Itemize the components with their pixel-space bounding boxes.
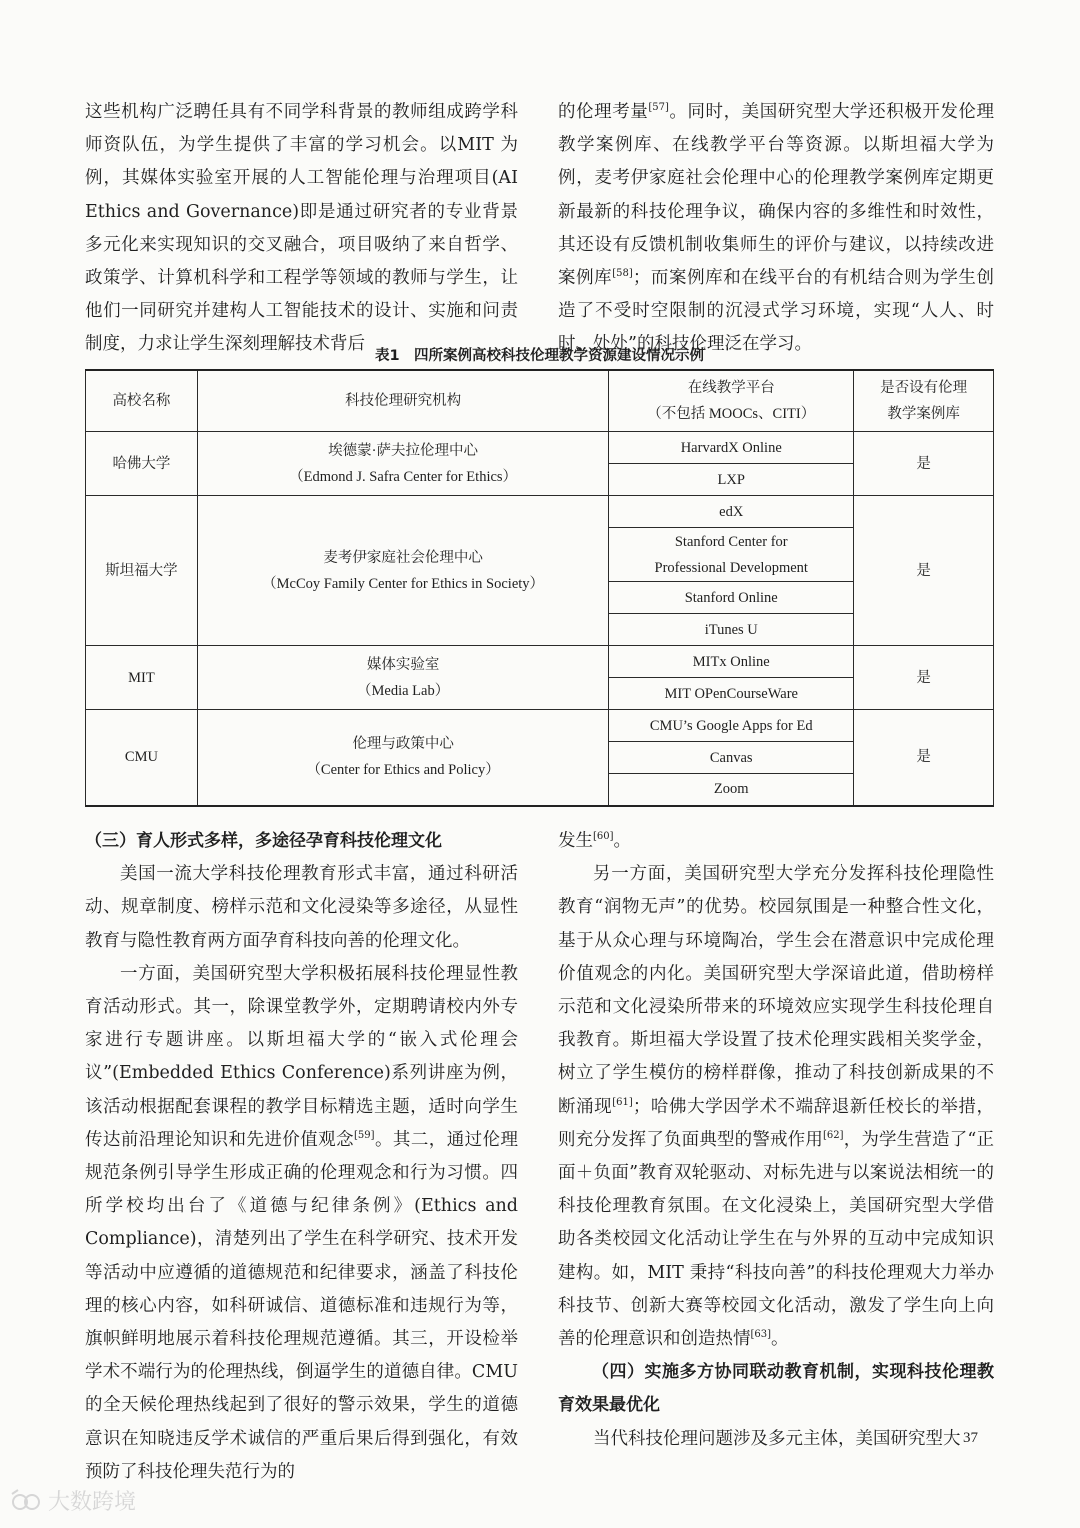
cell-platform: Stanford Center for Professional Development: [609, 528, 854, 582]
hidden-education-paragraph: 另一方面，美国研究型大学充分发挥科技伦理隐性教育“润物无声”的优势。校园氛围是一种整合性文化，基于从众心理与环境陶冶，学生会在潜意识中完成伦理价值观念的内化。美国研究型大学深谙此道，借助榜样示范和文化浸染所带来的环境效应实现学生科技伦理自我教育。斯坦福大学设置了技术伦理实践相关奖学金，树立了学生模仿的榜样群像，推动了科技创新成果的不断涌现[61]；哈佛大学因学术不端辞退新任校长的举措，则充分发挥了负面典型的警戒作用[62]，为学生营造了“正面＋负面”教育双轮驱动、对标先进与以案说法相统一的科技伦理教育氛围。在文化浸染上，美国研究型大学借助各类校园文化活动让学生在与外界的互动中完成知识建构。如，MIT 秉持“科技向善”的科技伦理观大力举办科技节、创新大赛等校园文化活动，激发了学生向上向善的伦理意识和创造热情[63]。: [558, 864, 995, 1350]
cell-casebase: 是: [854, 710, 994, 806]
citation-59: [59]: [354, 1130, 375, 1141]
citation-57: [57]: [648, 102, 669, 114]
cell-institution: 麦考伊家庭社会伦理中心 （McCoy Family Center for Ethics in Society）: [197, 496, 608, 646]
resource-table: [85, 369, 994, 807]
cell-platform: HarvardX Online: [609, 432, 854, 464]
header-university: 高校名称: [86, 370, 198, 432]
citation-60: [60]: [593, 831, 614, 843]
cell-platform: Zoom: [609, 774, 854, 806]
cell-platform: edX: [609, 496, 854, 528]
section-3-heading: （三）育人形式多样，多途径孕育科技伦理文化: [85, 831, 442, 851]
cell-casebase: 是: [854, 496, 994, 646]
citation-62: [62]: [823, 1130, 844, 1141]
cell-platform: MITx Online: [609, 646, 854, 678]
cell-university: 哈佛大学: [86, 432, 198, 496]
cell-casebase: 是: [854, 646, 994, 710]
table-row: [86, 432, 994, 464]
table-row: [86, 496, 994, 528]
header-institution: 科技伦理研究机构: [197, 370, 608, 432]
cell-university: MIT: [86, 646, 198, 710]
section-3-paragraph-1: 美国一流大学科技伦理教育形式丰富，通过科研活动、规章制度、榜样示范和文化浸染等多途径，从显性教育与隐性教育两方面孕育科技向善的伦理文化。: [85, 864, 518, 951]
citation-61: [61]: [612, 1096, 633, 1108]
watermark-logo-icon: [10, 1488, 44, 1514]
bottom-right-column: [558, 825, 994, 1456]
top-right-column: [558, 96, 994, 362]
top-right-paragraph: 的伦理考量[57]。同时，美国研究型大学还积极开发伦理教学案例库、在线教学平台等资源。以斯坦福大学为例，麦考伊家庭社会伦理中心的伦理教学案例库定期更新最新的科技伦理争议，确保内容的多维性和时效性，其还设有反馈机制收集师生的评价与建议，以持续改进案例库[58]；而案例库和在线平台的有机结合则为学生创造了不受时空限制的沉浸式学习环境，实现“人人、时时、处处”的科技伦理泛在学习。: [558, 102, 995, 355]
table-caption: 表1 四所案例高校科技伦理教学资源建设情况示例: [374, 348, 705, 364]
cell-casebase: 是: [854, 432, 994, 496]
section-4-heading: （四）实施多方协同联动教育机制，实现科技伦理教育效果最优化: [558, 1362, 994, 1416]
cell-platform: Canvas: [609, 742, 854, 774]
cell-platform: Stanford Online: [609, 582, 854, 614]
page-number: 37: [963, 1430, 978, 1446]
cell-university: 斯坦福大学: [86, 496, 198, 646]
table-row: [86, 646, 994, 678]
top-left-paragraph: 这些机构广泛聘任具有不同学科背景的教师组成跨学科师资队伍，为学生提供了丰富的学习机会。以MIT 为例，其媒体实验室开展的人工智能伦理与治理项目(AI Ethics and Governance)即是通过研究者的专业背景多元化来实现知识的交叉融合，项目吸纳了来自哲学、政策学、计算机科学和工程学等领域的教师与学生，让他们一同研究并建构人工智能技术的设计、实施和问责制度，力求让学生深刻理解技术背后: [85, 102, 518, 355]
cell-institution: 媒体实验室 （Media Lab）: [197, 646, 608, 710]
citation-58: [58]: [612, 268, 633, 280]
watermark-text: 大数跨境: [48, 1490, 137, 1515]
cell-platform: MIT OPenCourseWare: [609, 678, 854, 710]
bottom-left-column: [85, 825, 518, 1489]
cell-platform: CMU’s Google Apps for Ed: [609, 710, 854, 742]
citation-63: [63]: [750, 1329, 772, 1341]
cell-university: CMU: [86, 710, 198, 806]
cell-institution: 埃德蒙·萨夫拉伦理中心 （Edmond J. Safra Center for Ethics）: [197, 432, 608, 496]
section-4-first-line: 当代科技伦理问题涉及多元主体，美国研究型大: [593, 1428, 961, 1449]
watermark: [10, 1485, 136, 1516]
header-platform: 在线教学平台 （不包括 MOOCs、CITI）: [609, 370, 854, 432]
top-left-column: [85, 96, 518, 362]
section-3-paragraph-2: 一方面，美国研究型大学积极拓展科技伦理显性教育活动形式。其一，除课堂教学外，定期聘请校内外专家进行专题讲座。以斯坦福大学的“嵌入式伦理会议”(Embedded Ethics Conference)系列讲座为例，该活动根据配套课程的教学目标精选主题，适时向学生传达前沿理论知识和先进价值观念[59]。其二，通过伦理规范条例引导学生形成正确的伦理观念和行为习惯。四所学校均出台了《道德与纪律条例》(Ethics and Compliance)，清楚列出了学生在科学研究、技术开发等活动中应遵循的道德规范和纪律要求，涵盖了科技伦理的核心内容，如科研诚信、道德标准和违规行为等，旗帜鲜明地展示着科技伦理规范遵循。其三，开设检举学术不端行为的伦理热线，倒逼学生的道德自律。CMU 的全天候伦理热线起到了很好的警示效果，学生的道德意识在知晓违反学术诚信的严重后果后得到强化，有效预防了科技伦理失范行为的: [85, 963, 518, 1482]
table-row: [86, 710, 994, 742]
cell-platform: iTunes U: [609, 614, 854, 646]
header-casebase: 是否设有伦理 教学案例库: [854, 370, 994, 432]
cell-institution: 伦理与政策中心 （Center for Ethics and Policy）: [197, 710, 608, 806]
continuation-text: 发生[60]。: [558, 831, 632, 851]
cell-platform: LXP: [609, 464, 854, 496]
table-header-row: [86, 370, 994, 432]
